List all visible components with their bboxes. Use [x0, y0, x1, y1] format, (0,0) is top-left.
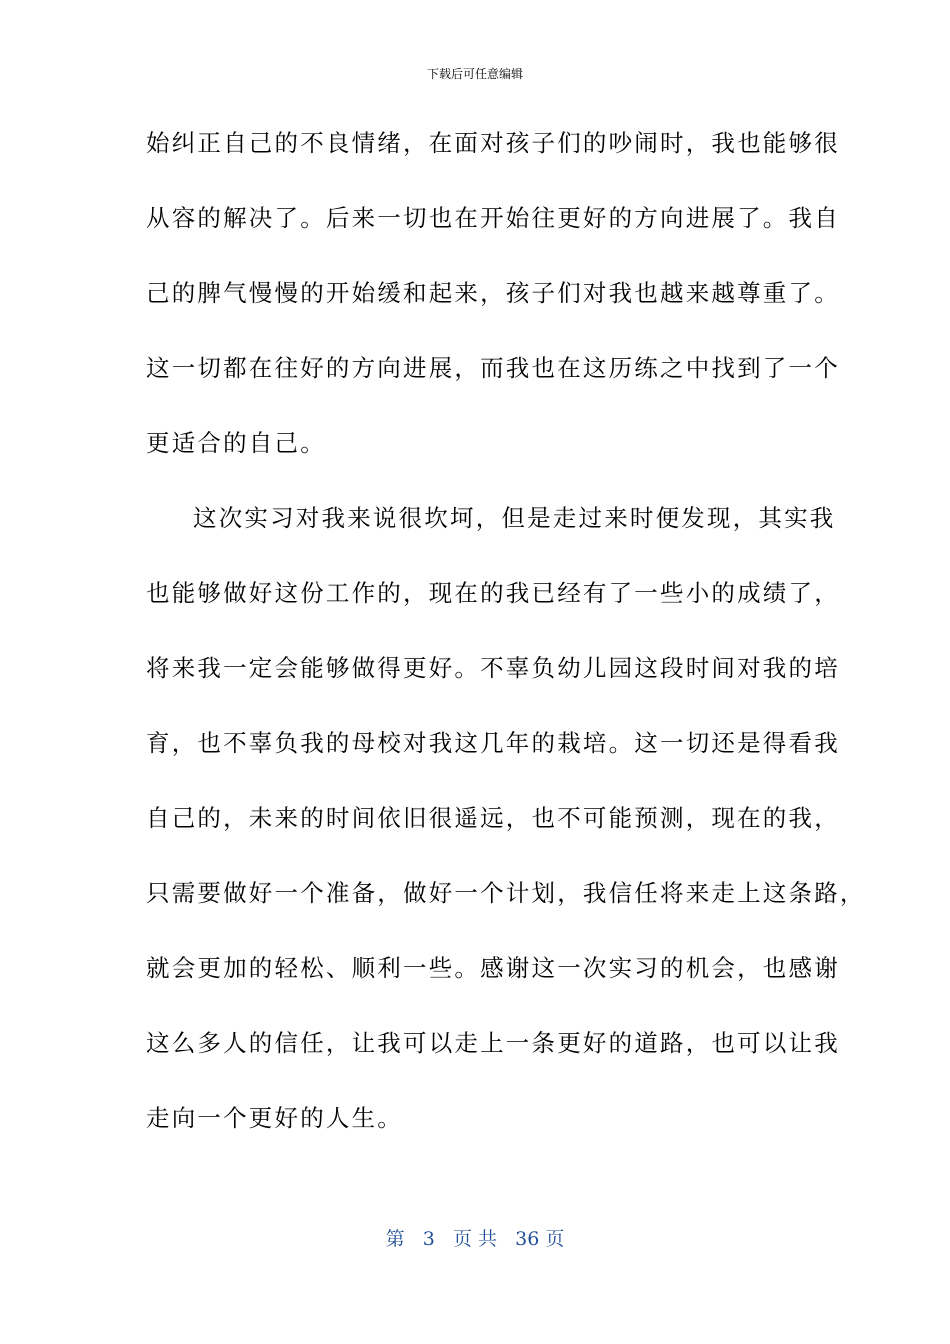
body-line-3: 己的脾气慢慢的开始缓和起来，孩子们对我也越来越尊重了。	[146, 279, 840, 307]
page-header: 下载后可任意编辑	[426, 67, 523, 81]
body-line-5: 更适合的自己。	[146, 429, 326, 457]
body-line-11: 只需要做好一个准备，做好一个计划，我信任将来走上这条路，	[146, 879, 866, 907]
footer-total-pages: 36	[515, 1228, 540, 1250]
body-line-9: 育，也不辜负我的母校对我这几年的栽培。这一切还是得看我	[146, 729, 840, 757]
body-line-2: 从容的解决了。后来一切也在开始往更好的方向进展了。我自	[146, 204, 840, 232]
body-line-14: 走向一个更好的人生。	[146, 1104, 403, 1132]
page-footer	[0, 1226, 950, 1252]
body-line-8: 将来我一定会能够做得更好。不辜负幼儿园这段时间对我的培	[146, 654, 840, 682]
body-line-7: 也能够做好这份工作的，现在的我已经有了一些小的成绩了，	[146, 579, 840, 607]
body-line-1: 始纠正自己的不良情绪，在面对孩子们的吵闹时，我也能够很	[146, 129, 840, 157]
body-line-4: 这一切都在往好的方向进展，而我也在这历练之中找到了一个	[146, 354, 840, 382]
footer-suffix: 页	[545, 1228, 565, 1250]
footer-prefix: 第	[385, 1228, 405, 1250]
footer-mid: 页 共	[452, 1228, 498, 1250]
body-line-12: 就会更加的轻松、顺利一些。感谢这一次实习的机会，也感谢	[146, 954, 840, 982]
body-line-13: 这么多人的信任，让我可以走上一条更好的道路，也可以让我	[146, 1029, 840, 1057]
footer-current-page: 3	[422, 1228, 435, 1250]
body-line-6-paragraph-start: 这次实习对我来说很坎坷，但是走过来时便发现，其实我	[193, 504, 836, 532]
body-line-10: 自己的，未来的时间依旧很遥远，也不可能预测，现在的我，	[146, 804, 840, 832]
